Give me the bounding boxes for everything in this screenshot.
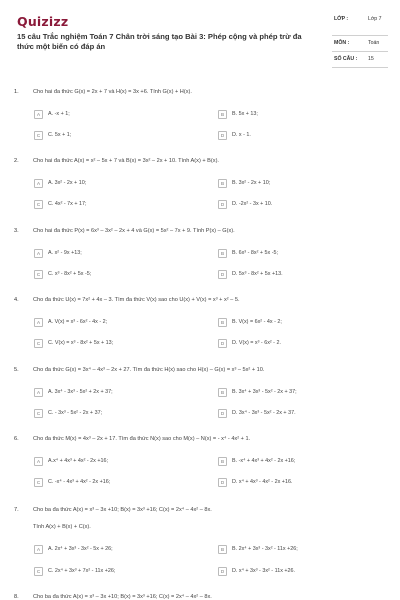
option-letter-box: C <box>34 131 43 140</box>
option-letter-box: C <box>34 409 43 418</box>
option-letter-box: B <box>218 457 227 466</box>
option-text: A. 3x⁴ - 3x³ - 5x² + 2x + 37; <box>48 389 113 395</box>
option-text: D. -2x² - 3x + 10. <box>232 201 273 207</box>
meta-count-label: SỐ CÂU : <box>334 56 358 62</box>
option-letter-box: C <box>34 200 43 209</box>
question-number: 6. <box>14 436 19 442</box>
option-text: A. -x + 1; <box>48 111 70 117</box>
option-text: A. V(x) = x³ - 6x² - 4x - 2; <box>48 319 108 325</box>
option-letter-box: C <box>34 567 43 576</box>
question-number: 1. <box>14 89 19 95</box>
option-letter-box: A <box>34 249 43 258</box>
option-text: B. V(x) = 6x² - 4x - 2; <box>232 319 282 325</box>
question-text: Cho ba đa thức A(x) = x³ – 3x +10; B(x) = 3x³ +16; C(x) = 2x⁴ – 4x² – 8x. <box>33 594 212 600</box>
option-text: C. 2x⁴ + 3x³ + 7x² - 11x +26; <box>48 568 116 574</box>
option-text: D. x⁴ + 4x³ - 4x² - 2x +16. <box>232 479 293 485</box>
question-text: Cho hai đa thức G(x) = 2x + 7 và H(x) = 3x +6. Tính G(x) + H(x). <box>33 89 192 95</box>
option-text: C. x³ - 8x² + 5x -5; <box>48 271 92 277</box>
option-letter-box: B <box>218 545 227 554</box>
question-number: 2. <box>14 158 19 164</box>
option-text: A. 2x⁴ + 3x³ - 3x² - 5x + 26; <box>48 546 113 552</box>
option-letter-box: C <box>34 478 43 487</box>
option-text: D. x - 1. <box>232 132 251 138</box>
option-text: D. 5x³ - 8x² + 5x +13. <box>232 271 283 277</box>
option-letter-box: D <box>218 478 227 487</box>
option-letter-box: B <box>218 318 227 327</box>
meta-count-row <box>332 52 388 68</box>
question-text: Cho hai đa thức P(x) = 6x³ – 3x² – 2x + 4 và G(x) = 5x² – 7x + 9. Tính P(x) – G(x). <box>33 228 235 234</box>
question-number: 7. <box>14 507 19 513</box>
question-text: Cho đa thức U(x) = 7x² + 4x – 3. Tìm đa thức V(x) sao cho U(x) + V(x) = x³ + x² – 5. <box>33 297 240 303</box>
option-text: A. 3x² - 2x + 10; <box>48 180 87 186</box>
option-letter-box: B <box>218 388 227 397</box>
option-text: C. 5x + 1; <box>48 132 72 138</box>
option-text: B. 6x³ - 8x² + 5x -5; <box>232 250 278 256</box>
option-letter-box: B <box>218 249 227 258</box>
meta-class-row <box>332 12 388 36</box>
option-text: D. V(x) = x³ - 6x² - 2. <box>232 340 281 346</box>
option-text: D. 3x⁴ - 3x³ - 5x² - 2x + 37. <box>232 410 296 416</box>
document-title: 15 câu Trắc nghiệm Toán 7 Chân trời sáng tạo Bài 3: Phép cộng và phép trừ đa thức một biến có đáp án <box>17 32 302 51</box>
option-text: B. 5x + 13; <box>232 111 258 117</box>
meta-count-value: 15 <box>368 56 374 62</box>
option-text: C. - 3x³ - 5x² - 2x + 37; <box>48 410 103 416</box>
option-letter-box: D <box>218 567 227 576</box>
quizizz-logo: Quizizz <box>17 14 69 29</box>
question-text: Cho ba đa thức A(x) = x³ – 3x +10; B(x) = 3x³ +16; C(x) = 2x⁴ – 4x² – 8x. <box>33 507 212 513</box>
option-letter-box: C <box>34 339 43 348</box>
meta-subject-value: Toán <box>368 40 380 46</box>
option-letter-box: D <box>218 339 227 348</box>
option-letter-box: A <box>34 110 43 119</box>
option-text: A.x⁴ + 4x³ + 4x² - 2x +16; <box>48 458 108 464</box>
option-text: C. V(x) = x³ - 8x² + 5x + 13; <box>48 340 114 346</box>
question-number: 5. <box>14 367 19 373</box>
option-letter-box: D <box>218 131 227 140</box>
option-text: B. -x⁴ + 4x³ + 4x² - 2x +16; <box>232 458 296 464</box>
worksheet-header <box>0 0 400 80</box>
option-letter-box: A <box>34 318 43 327</box>
question-number: 8. <box>14 594 19 600</box>
option-letter-box: A <box>34 179 43 188</box>
option-letter-box: A <box>34 388 43 397</box>
question-text: Cho hai đa thức A(x) = x² – 5x + 7 và B(x) = 3x² – 2x + 10. Tính A(x) + B(x). <box>33 158 219 164</box>
option-letter-box: A <box>34 545 43 554</box>
option-text: C. -x⁴ - 4x³ + 4x² - 2x +16; <box>48 479 111 485</box>
option-letter-box: C <box>34 270 43 279</box>
question-number: 4. <box>14 297 19 303</box>
option-text: A. x² - 9x +13; <box>48 250 82 256</box>
option-letter-box: A <box>34 457 43 466</box>
meta-class-value: Lớp 7 <box>368 16 382 22</box>
option-text: B. 3x⁴ + 3x³ - 5x² - 2x + 37; <box>232 389 297 395</box>
option-letter-box: D <box>218 200 227 209</box>
question-text-line2: Tính A(x) + B(x) + C(x). <box>33 524 91 530</box>
meta-class-label: LỚP : <box>334 16 349 22</box>
question-text: Cho đa thức M(x) = 4x³ – 2x + 17. Tìm đa thức N(x) sao cho M(x) – N(x) = - x⁴ - 4x² + 1. <box>33 436 251 442</box>
question-text: Cho đa thức G(x) = 3x⁴ – 4x³ – 2x + 27. Tìm đa thức H(x) sao cho H(x) – G(x) = x³ – 5x² + 10. <box>33 367 265 373</box>
option-letter-box: B <box>218 179 227 188</box>
option-text: B. 3x² - 2x + 10; <box>232 180 271 186</box>
question-number: 3. <box>14 228 19 234</box>
option-text: C. 4x² - 7x + 17; <box>48 201 87 207</box>
meta-subject-label: MÔN : <box>334 40 350 46</box>
option-letter-box: B <box>218 110 227 119</box>
option-text: B. 2x⁴ + 3x³ - 3x² - 11x +26; <box>232 546 298 552</box>
option-letter-box: D <box>218 270 227 279</box>
option-text: D. x⁴ + 3x³ - 3x² - 11x +26. <box>232 568 296 574</box>
option-letter-box: D <box>218 409 227 418</box>
meta-subject-row <box>332 36 388 52</box>
